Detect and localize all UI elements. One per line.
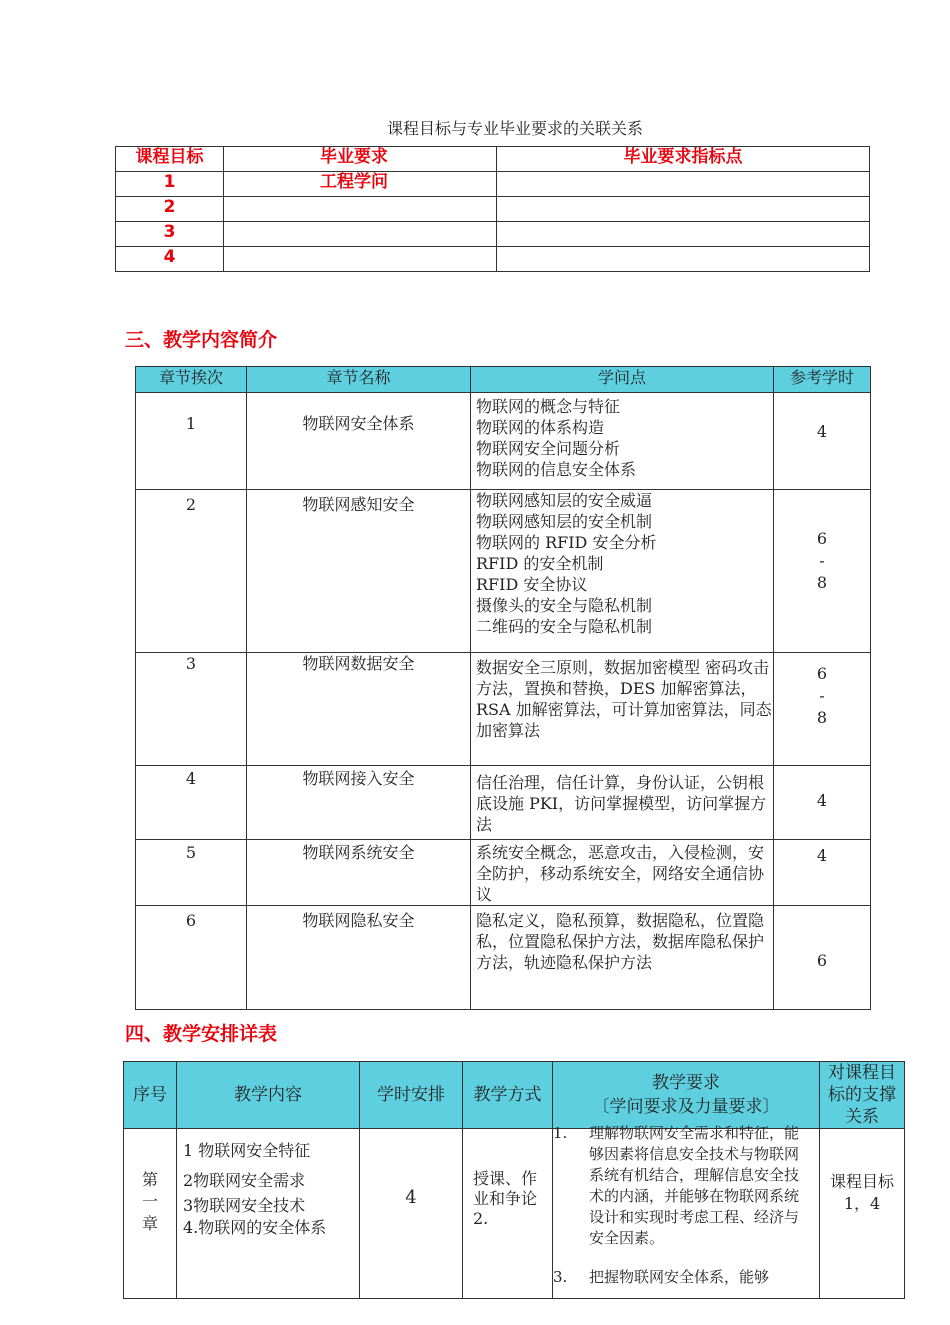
chapter-name: 物联网系统安全 [247, 840, 471, 906]
requirement-cell [224, 247, 497, 272]
table-row [116, 197, 870, 222]
header-reference-hours: 参考学时 [774, 367, 871, 393]
goal-cell: 4 [116, 247, 224, 272]
relation-table-caption: 课程目标与专业毕业要求的关联关系 [386, 119, 643, 138]
chapter-method [463, 1129, 553, 1299]
req-text: 理解物联网安全需求和特征，能够因素将信息安全技术与物联网系统有机结合，理解信息安全技术的内涵，并能够在物联网系统设计和实现时考虑工程、经济与安全因素。 [589, 1124, 800, 1247]
table-row [116, 247, 870, 272]
chapter-content [177, 1129, 360, 1299]
goal-cell: 3 [116, 222, 224, 247]
chapter-no: 3 [136, 653, 247, 766]
header-seq: 序号 [124, 1062, 177, 1129]
support-label: 课程目标 [829, 1172, 894, 1191]
table-row [136, 490, 871, 653]
knowledge-points: 系统安全概念，恶意攻击，入侵检测，安全防护，移动系统安全，网络安全通信协议 [471, 840, 774, 906]
method-text: 授课、作业和争论 [473, 1169, 538, 1208]
table-row [136, 840, 871, 906]
chapter-no: 4 [136, 766, 247, 840]
section4-title: 四、教学安排详表 [125, 1023, 278, 1045]
header-support: 对课程目标的支撑关系 [820, 1062, 905, 1129]
content-table-header [136, 367, 871, 393]
table-row [136, 393, 871, 490]
table-row [136, 906, 871, 1010]
chapter-requirements [553, 1124, 820, 1299]
chapter-no: 6 [136, 906, 247, 1010]
header-hours: 学时安排 [360, 1062, 463, 1129]
chapter-name: 物联网数据安全 [247, 653, 471, 766]
chapter-no: 2 [136, 490, 247, 653]
header-method: 教学方式 [463, 1062, 553, 1129]
header-graduation-requirement-text: 毕业要求 [320, 147, 388, 167]
table-row [136, 766, 871, 840]
requirement-text: 工程学问 [320, 172, 388, 192]
chapter-name: 物联网感知安全 [247, 490, 471, 653]
content-item: 4.物联网的安全体系 [183, 1218, 327, 1237]
reference-hours: 6 - 8 [774, 653, 871, 766]
chapter-no: 1 [136, 393, 247, 490]
indicator-cell [497, 222, 870, 247]
content-item: 3物联网安全技术 [183, 1196, 306, 1215]
chapter-no: 5 [136, 840, 247, 906]
header-graduation-requirement [224, 147, 497, 172]
req-text: 把握物联网安全体系，能够 [589, 1268, 770, 1286]
indicator-cell [497, 172, 870, 197]
reference-hours: 4 [774, 840, 871, 906]
chapter-seq-text: 第一章 [142, 1170, 159, 1233]
knowledge-points: 数据安全三原则，数据加密模型 密码攻击方法，置换和替换，DES 加解密算法，RSA 加解密算法，可计算加密算法，同态加密算法 [471, 653, 774, 766]
content-item: 1 物联网安全特征 [183, 1141, 311, 1160]
header-requirements [553, 1062, 820, 1129]
goal-cell: 1 [116, 172, 224, 197]
header-requirements-line1: 教学要求 [652, 1073, 720, 1093]
knowledge-points: 信任治理，信任计算，身份认证，公钥根底设施 PKI，访问掌握模型，访问掌握方法 [471, 766, 774, 840]
header-requirements-line2: 〔学问要求及力量要求〕 [592, 1097, 780, 1117]
indicator-cell [497, 197, 870, 222]
requirement-cell [224, 172, 497, 197]
schedule-table-header [124, 1062, 905, 1129]
req-num: 1. [553, 1124, 568, 1142]
header-chapter-order: 章节挨次 [136, 367, 247, 393]
reference-hours: 4 [774, 393, 871, 490]
reference-hours: 4 [774, 766, 871, 840]
req-num: 3. [553, 1268, 568, 1286]
content-table [135, 366, 871, 1010]
header-content: 教学内容 [177, 1062, 360, 1129]
table-row [116, 172, 870, 197]
schedule-table [123, 1061, 905, 1299]
reference-hours: 6 - 8 [774, 490, 871, 653]
chapter-name: 物联网安全体系 [247, 393, 471, 490]
chapter-hours: 4 [360, 1129, 463, 1299]
requirement-cell [224, 222, 497, 247]
header-requirement-indicator: 毕业要求指标点 [497, 147, 870, 172]
header-knowledge-points: 学问点 [471, 367, 774, 393]
knowledge-points: 隐私定义，隐私预算，数据隐私，位置隐私，位置隐私保护方法，数据库隐私保护方法，轨迹隐私保护方法 [471, 906, 774, 1010]
goal-cell: 2 [116, 197, 224, 222]
chapter-name: 物联网隐私安全 [247, 906, 471, 1010]
chapter-seq [124, 1129, 177, 1299]
chapter-support [820, 1129, 905, 1299]
indicator-cell [497, 247, 870, 272]
table-row [124, 1129, 905, 1299]
support-value: 1，4 [843, 1194, 881, 1213]
table-row [136, 653, 871, 766]
header-course-goal: 课程目标 [116, 147, 224, 172]
knowledge-points: 物联网感知层的安全威逼 物联网感知层的安全机制 物联网的 RFID 安全分析 RFID 的安全机制 RFID 安全协议 摄像头的安全与隐私机制 二维码的安全与隐私机制 [471, 490, 774, 653]
relation-table-header [116, 147, 870, 172]
knowledge-points: 物联网的概念与特征 物联网的体系构造 物联网安全问题分析 物联网的信息安全体系 [471, 393, 774, 490]
requirement-cell [224, 197, 497, 222]
content-item: 2物联网安全需求 [183, 1171, 306, 1190]
reference-hours: 6 [774, 906, 871, 1010]
relation-table [115, 146, 870, 272]
chapter-name: 物联网接入安全 [247, 766, 471, 840]
section3-title: 三、教学内容简介 [125, 329, 278, 351]
header-chapter-name: 章节名称 [247, 367, 471, 393]
table-row [116, 222, 870, 247]
method-num: 2. [473, 1209, 489, 1228]
